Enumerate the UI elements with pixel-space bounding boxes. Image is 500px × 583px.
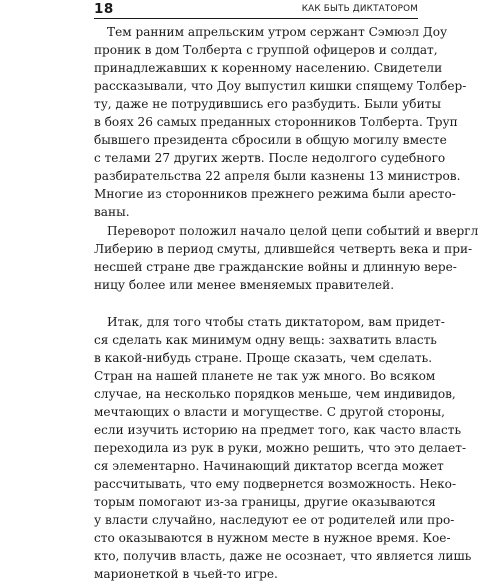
text-line: торым помогают из-за границы, другие оказываются [94, 495, 436, 510]
text-line: бывшего президента сбросили в общую могилу вместе [94, 133, 447, 148]
text-line: рассказывали, что Доу выпустил кишки спящему Толбер- [94, 79, 467, 94]
text-line: Тем ранним апрельским утром сержант Сэмюэл Доу [107, 25, 448, 39]
text-line: Либерию в период смуты, длившейся четверть века и при- [94, 241, 473, 256]
text-line: ся сделать как минимум одну вещь: захватить власть [94, 332, 437, 347]
paragraph-coup-night [94, 23, 467, 222]
paragraph-coup-consequences [94, 222, 479, 294]
text-line: марионеткой в чьей-то игре. [94, 567, 278, 582]
text-line: принадлежавших к коренному населению. Свидетели [94, 61, 443, 76]
text-line: несшей стране две гражданские войны и длинную вере- [94, 259, 457, 274]
body-text [94, 23, 479, 583]
section-break [94, 294, 418, 313]
text-line: в какой-нибудь стране. Проще сказать, чем сделать. [94, 350, 433, 365]
text-line: разбирательства 22 апреля были казнены 13 министров. [94, 169, 461, 184]
text-line: ницу более или менее вменяемых правителей. [94, 277, 395, 292]
text-line: рассчитывать, что ему подвернется возможность. Неко- [94, 477, 457, 492]
text-line: мечтающих о власти и могуществе. С другой стороны, [94, 404, 445, 419]
running-head: КАК БЫТЬ ДИКТАТОРОМ [301, 4, 418, 14]
text-line: у власти случайно, наследуют ее от родителей или про- [94, 513, 455, 528]
text-line: Переворот положил начало целой цепи событий и ввергл [107, 223, 479, 238]
text-line: Итак, для того чтобы стать диктатором, вам придет- [107, 314, 445, 329]
text-line: если изучить историю на предмет того, как часто власть [94, 422, 462, 437]
text-line: ту, даже не потрудившись его разбудить. Были убиты [94, 97, 441, 112]
text-line: ся элементарно. Начинающий диктатор всегда может [94, 459, 444, 474]
text-line: Многие из сторонников прежнего режима были аресто- [94, 187, 456, 202]
page-header [94, 2, 418, 19]
page-number: 18 [94, 1, 114, 17]
text-line: Стран на нашей планете не так уж много. Во всяком [94, 368, 436, 383]
text-line: с телами 27 других жертв. После недолгого судебного [94, 151, 446, 166]
text-line: в боях 26 самых преданных сторонников Толберта. Труп [94, 115, 458, 130]
text-line: случае, на несколько порядков меньше, чем индивидов, [94, 386, 456, 401]
text-line: кто, получив власть, даже не осознает, что является лишь [94, 549, 472, 564]
paragraph-seizing-power [94, 313, 472, 583]
text-line: ваны. [94, 205, 130, 220]
text-line: проник в дом Толберта с группой офицеров и солдат, [94, 43, 438, 58]
text-line: сто оказываются в нужном месте в нужное время. Кое- [94, 531, 451, 546]
text-line: переходила из рук в руки, можно решить, что это делает- [94, 441, 467, 456]
